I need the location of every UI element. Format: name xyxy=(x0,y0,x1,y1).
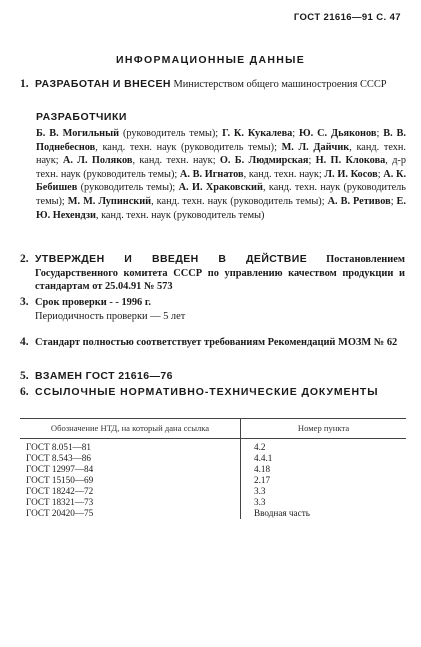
section-1 xyxy=(20,78,405,92)
developer-role: , канд. техн. наук (руководитель темы); xyxy=(151,195,328,207)
developer-role: , канд. техн. наук; xyxy=(36,141,406,167)
section-5-number: 5. xyxy=(20,370,29,382)
section-2-text: Постановлением Государственного комитета СССР по управлению качеством продукции и стандартам от 25.04.91 № 573 xyxy=(35,254,405,293)
clause-cell: 2.17 xyxy=(254,475,271,485)
page-header: ГОСТ 21616—91 С. 47 xyxy=(293,12,401,23)
table-header-row xyxy=(20,419,406,439)
clause-cell: 3.3 xyxy=(254,486,266,496)
developer-role: , канд. техн. наук (руководитель темы); xyxy=(36,182,406,207)
document-cell: ГОСТ 8.051—81 xyxy=(20,439,241,454)
review-period-value: - - 1996 г. xyxy=(106,297,151,308)
section-2-number: 2. xyxy=(20,253,29,265)
document-cell: ГОСТ 18321—73 xyxy=(20,497,241,508)
table-body xyxy=(20,439,406,520)
developer-role: (руководитель темы); xyxy=(119,128,223,139)
section-2-heading: УТВЕРЖДЕН И ВВЕДЕН В ДЕЙСТВИЕ xyxy=(35,253,308,265)
table-row xyxy=(20,464,406,475)
section-1-heading: РАЗРАБОТАН И ВНЕСЕН xyxy=(35,78,171,90)
developer-name: Л. И. Косов xyxy=(324,168,378,180)
developer-name: Б. В. Могильный xyxy=(36,128,120,139)
clause-cell: Вводная часть xyxy=(254,508,310,518)
section-6-heading: ССЫЛОЧНЫЕ НОРМАТИВНО-ТЕХНИЧЕСКИЕ ДОКУМЕНТЫ xyxy=(35,386,379,398)
document-cell: ГОСТ 8.543—86 xyxy=(20,453,241,464)
document-cell: ГОСТ 20420—75 xyxy=(20,508,241,519)
developer-name: Е. Ю. Нехендзи xyxy=(36,195,406,221)
developer-name: А. Л. Поляков xyxy=(62,155,133,167)
clause-cell: 4.18 xyxy=(254,464,271,474)
review-period-label: Срок проверки xyxy=(35,297,107,308)
section-4 xyxy=(20,336,405,350)
developer-role: ; xyxy=(390,195,397,207)
developer-name: В. В. Поднебеснов xyxy=(36,128,406,153)
developer-role: ; xyxy=(292,128,300,139)
developer-role: ; xyxy=(376,128,384,139)
developer-role: ; xyxy=(308,155,316,167)
document-cell: ГОСТ 15150—69 xyxy=(20,475,241,486)
developer-role: ; xyxy=(377,168,384,180)
table-row xyxy=(20,508,406,519)
table-row xyxy=(20,439,406,454)
column-header-document: Обозначение НТД, на который дана ссылка xyxy=(20,419,241,439)
section-1-number: 1. xyxy=(20,78,29,90)
section-4-text: Стандарт полностью соответствует требованиям Рекомендаций МОЗМ № 62 xyxy=(35,337,398,348)
clause-cell: 4.4.1 xyxy=(254,453,273,463)
section-5-heading: ВЗАМЕН ГОСТ 21616—76 xyxy=(35,370,173,382)
table-row xyxy=(20,453,406,464)
developer-name: М. М. Лупинский xyxy=(67,195,152,207)
developer-role: (руководитель темы); xyxy=(77,182,179,194)
developer-name: А. К. Бебишев xyxy=(36,168,407,194)
developer-role: , канд. техн. наук; xyxy=(132,155,220,167)
developer-role: , канд. техн. наук (руководитель темы); xyxy=(95,141,282,153)
section-1-text: Министерством общего машиностроения СССР xyxy=(173,79,387,90)
clause-cell: 3.3 xyxy=(254,497,266,507)
developer-name: А. В. Игнатов xyxy=(179,168,244,180)
developer-name: М. Л. Дайчик xyxy=(281,141,350,153)
developer-role: , канд. техн. наук (руководитель темы) xyxy=(95,209,265,221)
section-3 xyxy=(20,296,405,323)
developer-name: Г. К. Кукалева xyxy=(222,128,293,139)
table-row xyxy=(20,475,406,486)
developer-role: , канд. техн. наук; xyxy=(243,168,325,180)
developers-list xyxy=(36,127,406,222)
developer-role: , д-р техн. наук (руководитель темы); xyxy=(36,155,407,180)
clause-cell: 4.2 xyxy=(254,442,266,452)
developer-name: А. В. Ретивов xyxy=(327,195,391,207)
table-row xyxy=(20,497,406,508)
developer-name: О. Б. Людмирская xyxy=(219,155,309,167)
developer-name: Н. П. Клокова xyxy=(315,155,386,167)
section-2 xyxy=(20,253,405,294)
section-4-number: 4. xyxy=(20,336,29,348)
column-header-clause: Номер пункта xyxy=(241,419,407,439)
document-cell: ГОСТ 18242—72 xyxy=(20,486,241,497)
references-table xyxy=(20,418,406,519)
page-title: ИНФОРМАЦИОННЫЕ ДАННЫЕ xyxy=(115,54,305,66)
document-cell: ГОСТ 12997—84 xyxy=(20,464,241,475)
developer-name: А. И. Храковский xyxy=(178,182,263,194)
section-6 xyxy=(20,386,405,400)
review-frequency: Периодичность проверки — 5 лет xyxy=(35,310,186,322)
section-5 xyxy=(20,370,405,384)
developers-heading: РАЗРАБОТЧИКИ xyxy=(36,111,127,123)
section-6-number: 6. xyxy=(20,386,29,398)
section-3-number: 3. xyxy=(20,296,29,308)
developer-name: Ю. С. Дьяконов xyxy=(299,128,377,139)
table-row xyxy=(20,486,406,497)
